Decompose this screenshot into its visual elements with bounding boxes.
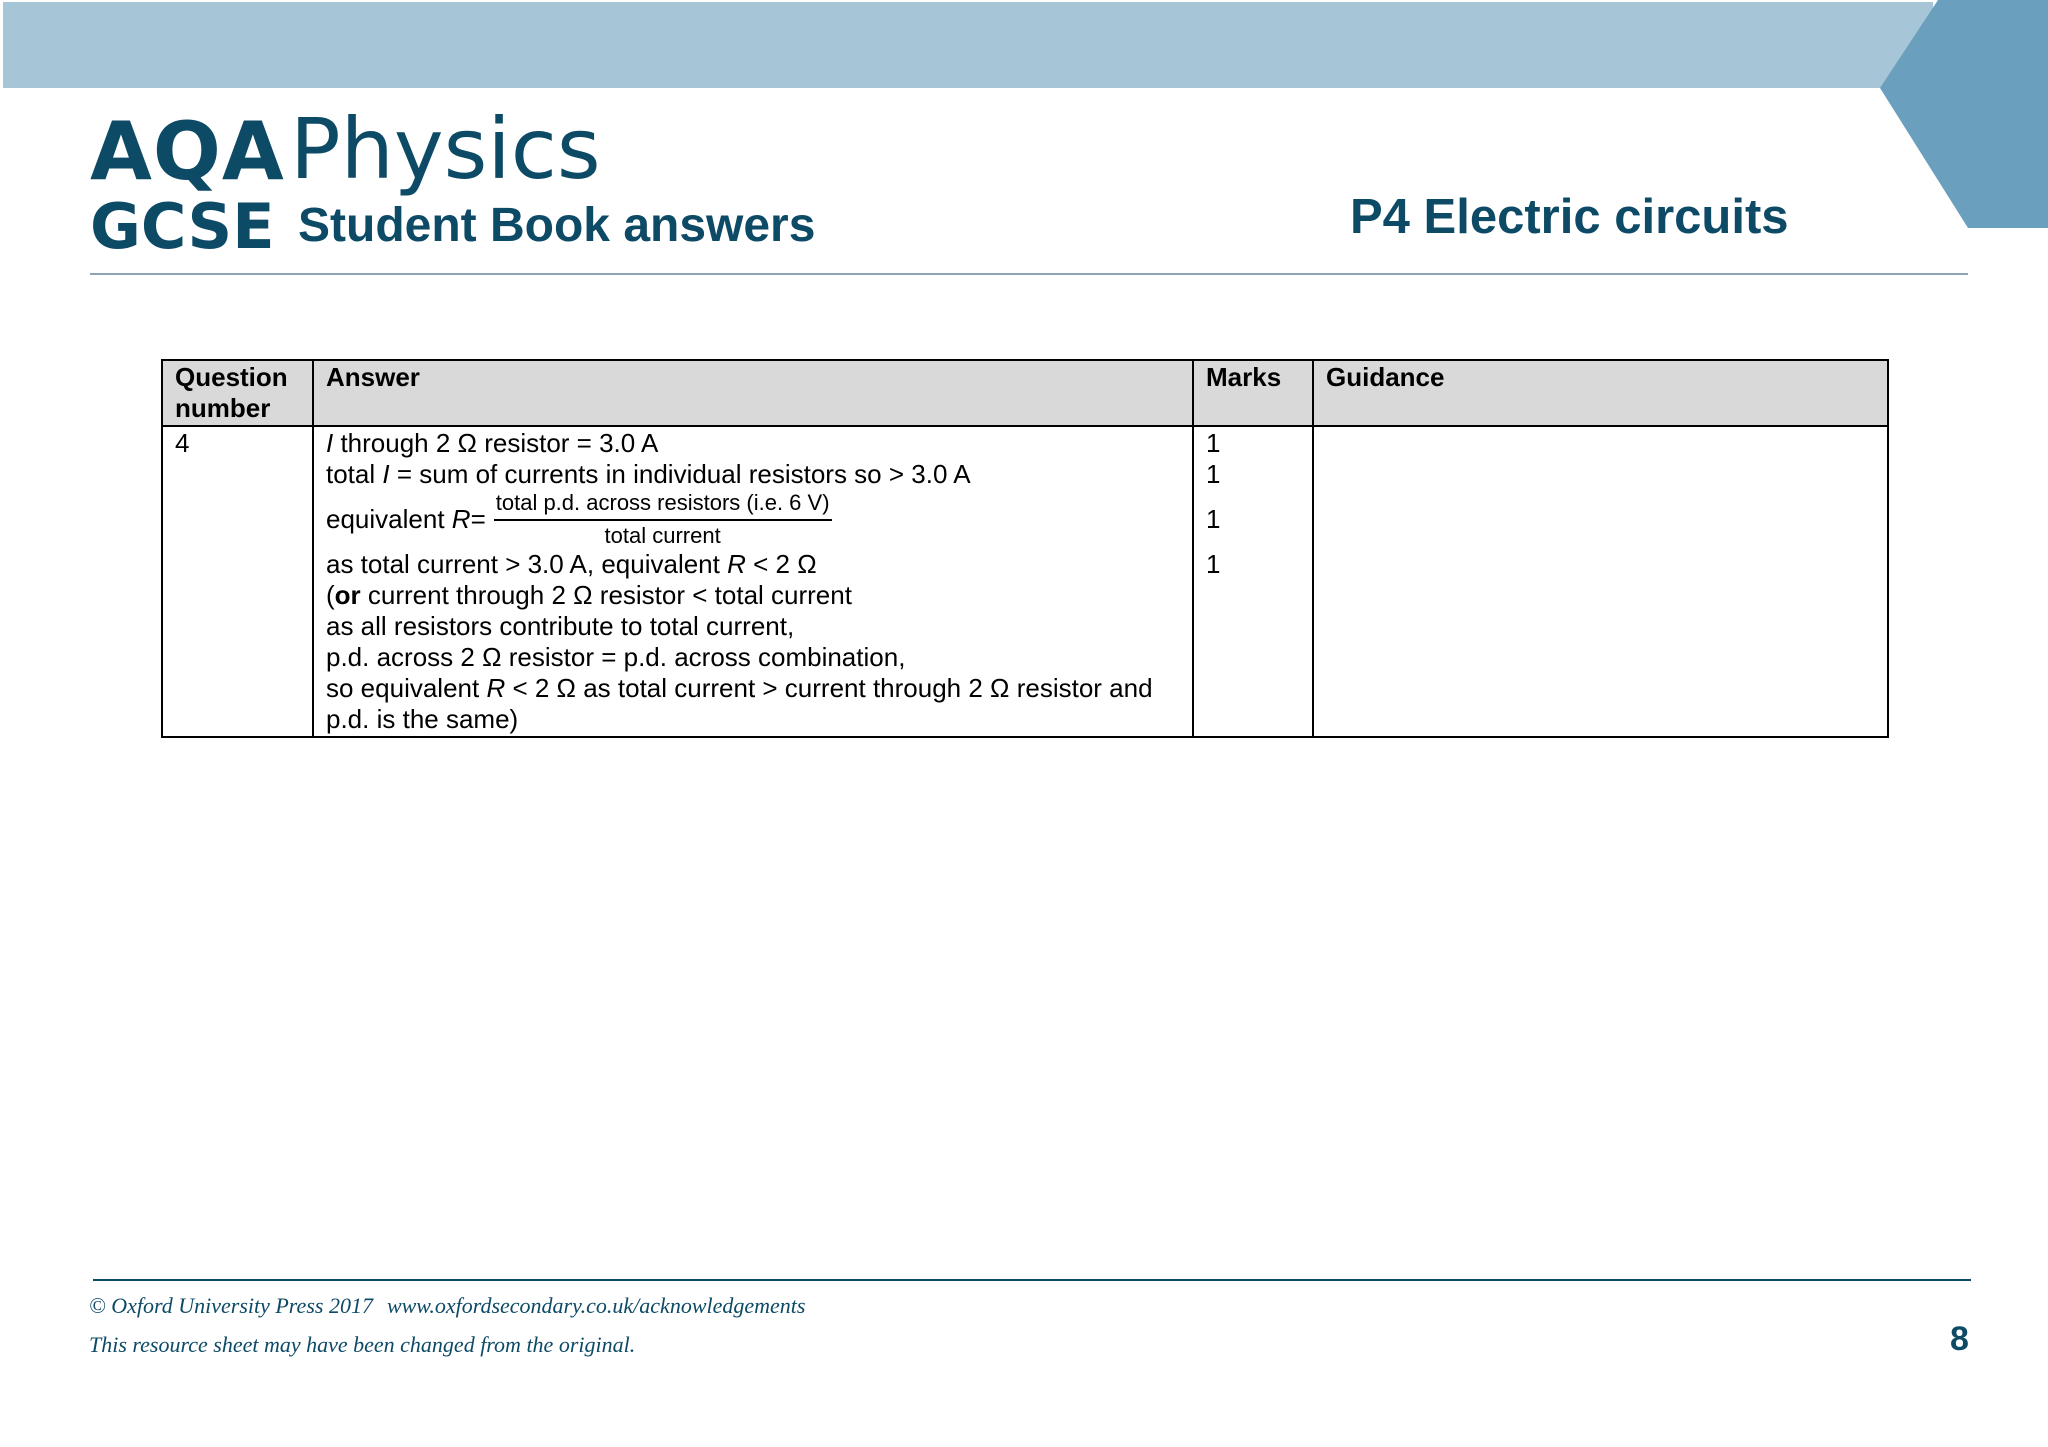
top-banner: [3, 2, 1933, 88]
document-subtitle: Student Book answers: [298, 199, 816, 252]
mark-value: 1: [1206, 459, 1221, 489]
header-guidance: Guidance: [1313, 360, 1888, 426]
answer-cell: [313, 426, 1193, 737]
header-question: Question number: [162, 360, 313, 426]
question-number-cell: 4: [162, 426, 313, 737]
logo-aqa: AQA: [90, 105, 285, 198]
header-answer: Answer: [313, 360, 1193, 426]
mark-value: 1: [1206, 428, 1221, 458]
table-row: [162, 426, 1888, 737]
marks-cell: [1193, 426, 1313, 737]
guidance-cell: [1313, 426, 1888, 737]
answer-line: as all resistors contribute to total current,: [326, 611, 795, 641]
corner-decoration: [1880, 0, 2048, 232]
variable-r: R: [451, 504, 471, 534]
footer-divider: [93, 1279, 1971, 1281]
variable-r: R: [486, 673, 506, 703]
variable-i: I: [326, 428, 334, 458]
mark-value: 1: [1206, 504, 1221, 534]
copyright-text: © Oxford University Press 2017: [89, 1293, 373, 1318]
logo-subject: Physics: [290, 100, 601, 198]
variable-i: I: [382, 459, 390, 489]
table-header-row: [162, 360, 1888, 426]
mark-value: 1: [1206, 549, 1221, 579]
acknowledgements-link[interactable]: www.oxfordsecondary.co.uk/acknowledgements: [386, 1293, 806, 1318]
answer-line: (or current through 2 Ω resistor < total current: [326, 580, 852, 610]
answer-line: p.d. across 2 Ω resistor = p.d. across combination,: [326, 642, 906, 672]
header-divider: [90, 273, 1968, 275]
logo-gcse: GCSE: [90, 190, 275, 263]
variable-r: R: [727, 549, 746, 579]
answers-table: [161, 359, 1889, 738]
fraction-numerator: total p.d. across resistors (i.e. 6 V): [494, 491, 832, 521]
answer-line: as total current > 3.0 A, equivalent R < 2 Ω: [326, 549, 817, 579]
answer-line: I through 2 Ω resistor = 3.0 A: [326, 428, 659, 458]
answer-line: p.d. is the same): [326, 704, 519, 734]
answer-line: so equivalent R < 2 Ω as total current > current through 2 Ω resistor and: [326, 673, 1153, 703]
footer-copyright: [89, 1293, 805, 1319]
alternative-keyword: or: [334, 580, 361, 610]
page-number: 8: [1950, 1320, 1969, 1358]
fraction-denominator: total current: [604, 523, 721, 548]
header-marks: Marks: [1193, 360, 1313, 426]
equivalent-resistance-fraction: [494, 491, 832, 548]
footer-note: This resource sheet may have been changed from the original.: [89, 1332, 636, 1357]
chapter-title: P4 Electric circuits: [1350, 190, 1789, 244]
answer-line: total I = sum of currents in individual resistors so > 3.0 A: [326, 459, 971, 489]
answer-line-equation: equivalent R = $\frac{\text{total p.d. across resistors (i.e. 6 V)}}{\text{total current}}$: [326, 490, 830, 548]
